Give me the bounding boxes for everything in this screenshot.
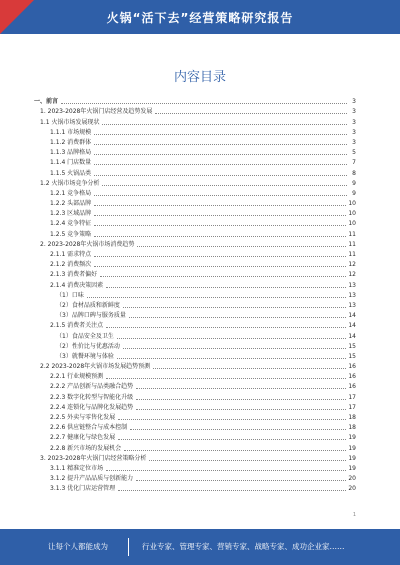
toc-entry-label: 1.1.3 品牌格局 (50, 149, 92, 157)
toc-entry[interactable] (34, 126, 356, 136)
toc-entry-page: 3 (352, 128, 356, 136)
toc-entry-page: 11 (348, 230, 356, 238)
toc-leader-dots (136, 404, 346, 410)
toc-entry-label: 3.1.1 精准定位市场 (50, 464, 104, 472)
toc-entry-label: 2.1.1 需求特点 (50, 251, 92, 258)
toc-entry-label: 2.1.5 消费者关注点 (50, 322, 104, 330)
toc-leader-dots (117, 353, 347, 359)
toc-leader-dots (94, 149, 347, 155)
toc-entry-page: 8 (352, 169, 356, 177)
toc-entry[interactable] (34, 350, 356, 360)
toc-leader-dots (102, 180, 347, 186)
toc-leader-dots (136, 475, 346, 481)
toc-entry-label: 1.2 火锅市场竞争分析 (40, 179, 100, 187)
toc-leader-dots (94, 210, 346, 216)
toc-entry[interactable] (34, 248, 356, 258)
toc-entry[interactable] (34, 380, 356, 390)
page-header (0, 0, 400, 34)
toc-entry-page: 9 (352, 189, 356, 197)
toc-entry-page: 13 (348, 281, 356, 289)
toc-entry[interactable] (34, 217, 356, 227)
report-title: 火锅“活下去”经营策略研究报告 (106, 11, 294, 25)
toc-entry-page: 17 (348, 393, 356, 401)
toc-entry[interactable] (34, 146, 356, 156)
toc-entry-page: 14 (348, 312, 356, 320)
toc-entry-label: （2）食材品质和新鲜度 (56, 301, 120, 309)
toc-leader-dots (123, 343, 347, 349)
toc-entry[interactable] (34, 136, 356, 146)
toc-entry-label: 2.2.3 数字化转型与智能化升级 (50, 393, 134, 401)
toc-entry[interactable] (34, 329, 356, 339)
toc-leader-dots (106, 322, 346, 328)
toc-entry[interactable] (34, 299, 356, 309)
toc-entry-label: 2. 2023-2028年火锅市场消费趋势 (40, 240, 135, 248)
toc-entry-page: 20 (348, 485, 356, 493)
toc-entry-page: 3 (352, 108, 356, 116)
footer-slogan-right: 行业专家、管理专家、营销专家、战略专家、成功企业家…… (142, 542, 345, 551)
toc-leader-dots (136, 383, 346, 389)
toc-entry[interactable] (34, 268, 356, 278)
toc-entry-label: 1.2.3 区域品牌 (50, 210, 92, 218)
toc-entry[interactable] (34, 390, 356, 400)
toc-entry[interactable] (34, 227, 356, 237)
toc-leader-dots (118, 485, 346, 491)
toc-entry-label: （3）就餐环境与体验 (56, 352, 114, 360)
toc-entry[interactable] (34, 441, 356, 451)
toc-entry[interactable] (34, 411, 356, 421)
toc-entry-label: 2.2.6 供应链整合与成本控制 (50, 424, 128, 432)
toc-entry-label: 2.2.2 产品创新与品类融合趋势 (50, 383, 134, 391)
toc-entry[interactable] (34, 482, 356, 492)
toc-leader-dots (137, 241, 346, 247)
toc-entry[interactable] (34, 462, 356, 472)
toc-leader-dots (94, 200, 346, 206)
toc-entry-label: 1.1.2 消费群体 (50, 138, 92, 146)
toc-leader-dots (94, 231, 346, 237)
toc-entry[interactable] (34, 421, 356, 431)
toc-entry[interactable] (34, 187, 356, 197)
toc-leader-dots (94, 261, 346, 267)
toc-entry[interactable] (34, 370, 356, 380)
toc-entry-page: 7 (352, 159, 356, 167)
toc-entry-page: 3 (352, 138, 356, 146)
toc-entry-page: 10 (348, 200, 356, 208)
toc-entry-page: 14 (348, 332, 356, 340)
toc-leader-dots (136, 394, 346, 400)
toc-entry-page: 19 (348, 444, 356, 452)
toc-leader-dots (100, 271, 346, 277)
toc-entry-page: 3 (352, 98, 356, 106)
toc-entry[interactable] (34, 197, 356, 207)
toc-leader-dots (94, 129, 347, 135)
toc-entry-label: 1.1.5 火锅品类 (50, 169, 92, 177)
toc-entry[interactable] (34, 309, 356, 319)
toc-entry-page: 14 (348, 322, 356, 330)
toc-leader-dots (94, 190, 347, 196)
toc-entry-page: 17 (348, 403, 356, 411)
toc-leader-dots (106, 282, 346, 288)
toc-entry-label: 2.2.7 健康化与绿色发展 (50, 434, 116, 442)
toc-entry-label: （1）食品安全及卫生 (56, 332, 114, 340)
toc-leader-dots (153, 363, 346, 369)
toc-entry-page: 19 (348, 434, 356, 442)
toc-entry-page: 10 (348, 220, 356, 228)
toc-leader-dots (94, 139, 347, 145)
toc-entry-label: 2.1.3 消费者偏好 (50, 271, 98, 279)
toc-entry-label: （3）品牌口碑与服务质量 (56, 312, 126, 320)
toc-entry-label: 1.2.1 竞争格局 (50, 189, 92, 197)
toc-entry[interactable] (34, 105, 356, 115)
toc-entry-label: 2.2.8 新兴市场的发展机会 (50, 444, 122, 452)
toc-entry-label: （1）口味 (56, 291, 84, 299)
footer-divider (128, 538, 129, 556)
toc-leader-dots (118, 414, 346, 420)
toc-entry[interactable] (34, 340, 356, 350)
toc-entry-label: 2.2.5 外卖与零售化发展 (50, 414, 116, 421)
toc-leader-dots (117, 333, 347, 339)
toc-entry[interactable] (34, 258, 356, 268)
toc-entry-page: 12 (348, 261, 356, 269)
toc-entry[interactable] (34, 238, 356, 248)
toc-entry-label: （2）性价比与优惠活动 (56, 342, 120, 350)
toc-leader-dots (149, 455, 346, 461)
toc-entry-label: 1.1.4 门店数量 (50, 159, 92, 167)
toc-entry[interactable] (34, 177, 356, 187)
toc-entry-label: 1.1 火锅市场发展现状 (40, 118, 100, 126)
toc-entry-page: 19 (348, 454, 356, 462)
toc-entry-page: 10 (348, 210, 356, 218)
toc-entry-label: 2.2.4 连锁化与品牌化发展趋势 (50, 403, 134, 411)
toc-list (34, 95, 356, 492)
toc-leader-dots (155, 108, 347, 114)
toc-entry-page: 9 (352, 179, 356, 187)
toc-entry-page: 13 (348, 291, 356, 299)
toc-entry[interactable] (34, 207, 356, 217)
toc-entry-label: 3.1.2 提升产品品质与创新能力 (50, 475, 134, 483)
toc-leader-dots (102, 119, 347, 125)
toc-entry-page: 5 (352, 149, 356, 157)
toc-entry-label: 3.1.3 优化门店运营管理 (50, 485, 116, 493)
toc-entry[interactable] (34, 401, 356, 411)
toc-entry[interactable] (34, 278, 356, 288)
footer-slogan-left: 让每个人都能成为 (48, 542, 108, 551)
toc-entry-label: 1.1.1 市场规模 (50, 128, 92, 136)
toc-entry-label: 3. 2023-2028年火锅门店经营策略分析 (40, 454, 147, 462)
toc-entry-page: 18 (348, 414, 356, 421)
toc-entry[interactable] (34, 115, 356, 125)
toc-entry-label: 1.2.5 竞争策略 (50, 230, 92, 238)
toc-entry-page: 3 (352, 118, 356, 126)
toc-leader-dots (106, 465, 346, 471)
toc-entry[interactable] (34, 156, 356, 166)
toc-leader-dots (129, 312, 347, 318)
toc-leader-dots (123, 302, 347, 308)
toc-entry-page: 11 (348, 240, 356, 248)
toc-leader-dots (94, 170, 347, 176)
toc-leader-dots (106, 373, 346, 379)
toc-leader-dots (61, 98, 347, 104)
toc-entry-label: 一、前言 (34, 98, 59, 106)
toc-entry-page: 15 (348, 342, 356, 350)
toc-entry-page: 15 (348, 352, 356, 360)
toc-leader-dots (87, 292, 347, 298)
toc-entry[interactable] (34, 360, 356, 370)
toc-entry-label: 1. 2023-2028年火锅门店经营及趋势发展 (40, 108, 153, 116)
toc-leader-dots (130, 424, 346, 430)
toc-entry-label: 1.2.2 头部品牌 (50, 200, 92, 208)
toc-entry[interactable] (34, 289, 356, 299)
toc-entry[interactable] (34, 319, 356, 329)
page-footer (0, 529, 400, 565)
toc-entry-label: 2.1.4 消费决策因素 (50, 281, 104, 289)
toc-entry-label: 1.2.4 竞争特征 (50, 220, 92, 228)
toc-leader-dots (124, 445, 346, 451)
toc-entry-page: 13 (348, 301, 356, 309)
toc-entry-label: 2.2.1 行业规模预测 (50, 373, 104, 381)
toc-leader-dots (94, 251, 346, 257)
toc-entry-page: 18 (348, 424, 356, 432)
toc-entry[interactable] (34, 431, 356, 441)
toc-entry-page: 20 (348, 475, 356, 483)
toc-entry[interactable] (34, 95, 356, 105)
toc-entry-label: 2.1.2 消费频次 (50, 261, 92, 269)
toc-title: 内容目录 (173, 70, 226, 85)
toc-entry-page: 16 (348, 363, 356, 371)
toc-entry[interactable] (34, 452, 356, 462)
toc-entry-page: 16 (348, 373, 356, 381)
toc-entry[interactable] (34, 166, 356, 176)
toc-entry-page: 19 (348, 464, 356, 472)
toc-leader-dots (94, 220, 346, 226)
toc-entry-page: 16 (348, 383, 356, 391)
toc-entry[interactable] (34, 472, 356, 482)
toc-entry-page: 11 (348, 251, 356, 258)
toc-leader-dots (94, 159, 347, 165)
page-number: 1 (352, 512, 356, 518)
toc-entry-label: 2.2 2023-2028年火锅市场发展趋势预测 (40, 363, 151, 371)
toc-leader-dots (118, 434, 346, 440)
toc-entry-page: 12 (348, 271, 356, 279)
